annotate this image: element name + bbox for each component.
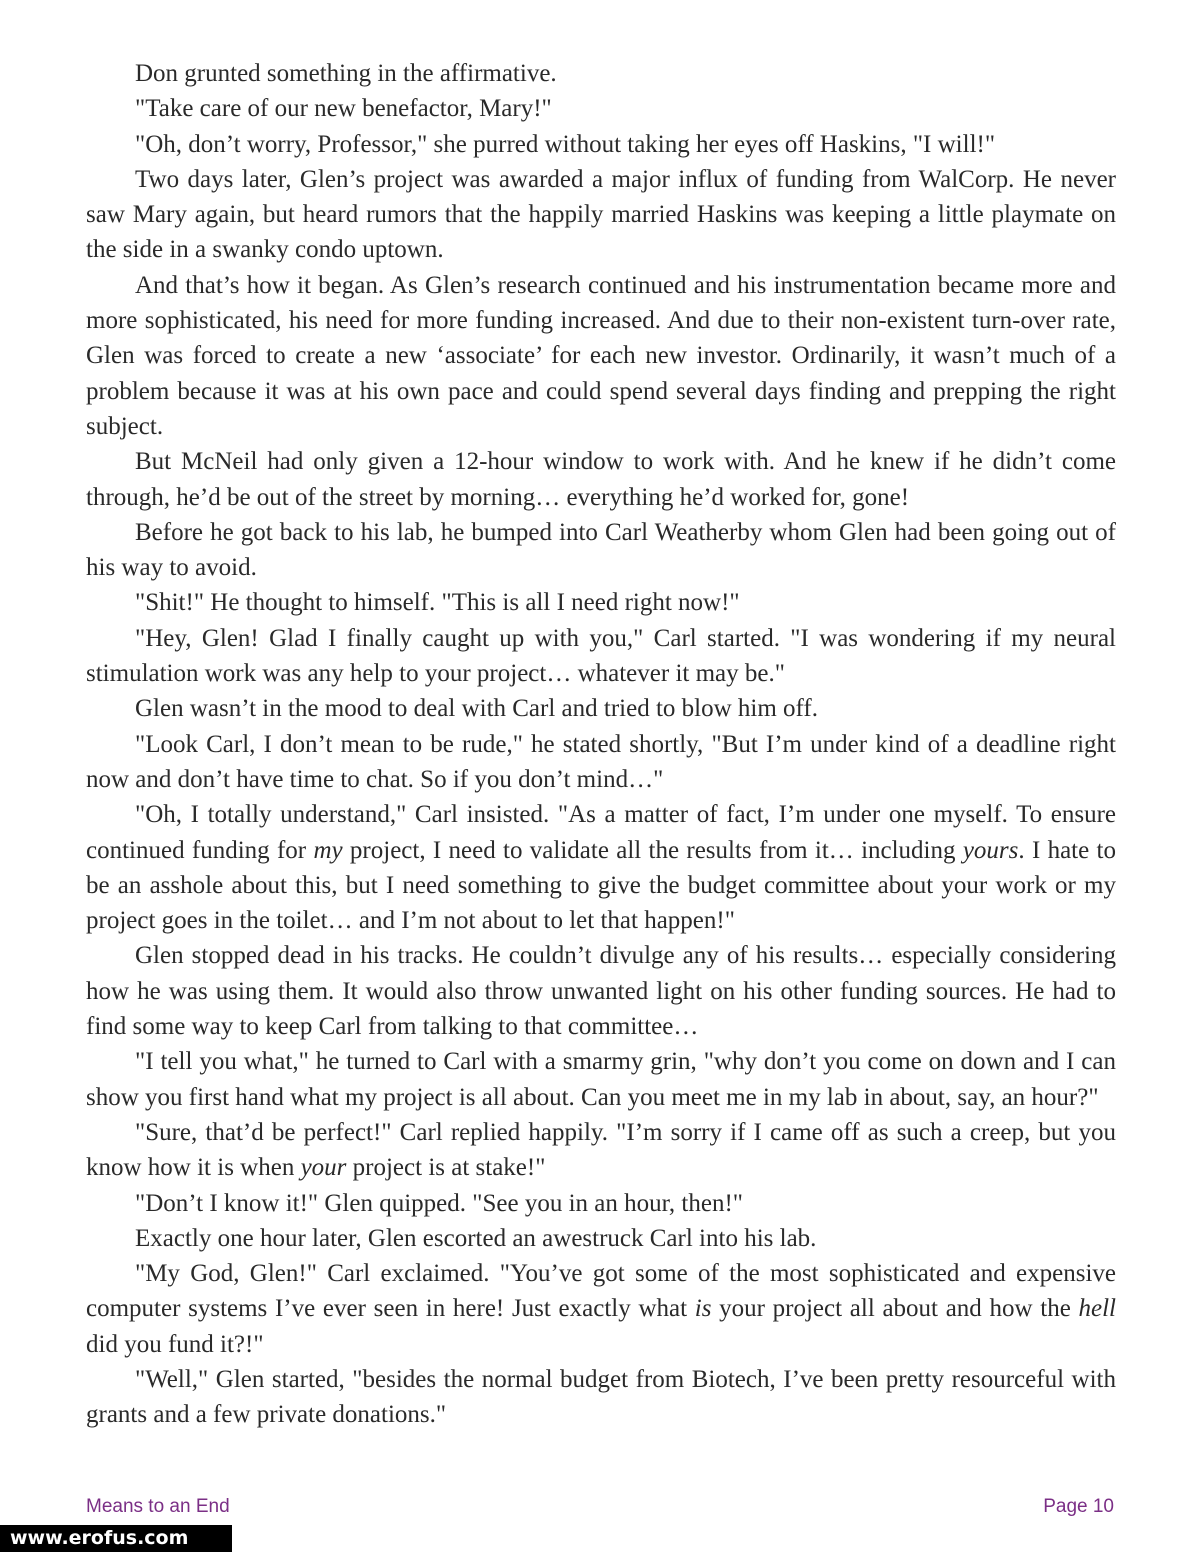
- paragraph-text: "Sure, that’d be perfect!" Carl replied happily. "I’m sorry if I came off as such a creep, but you know how it is when: [86, 1118, 1116, 1182]
- paragraph: [86, 585, 1116, 620]
- paragraph-text: your project all about and how the: [711, 1295, 1079, 1323]
- paragraph-text: Glen stopped dead in his tracks. He couldn’t divulge any of his results… especially considering how he was using them. It would also throw unwanted light on his other funding sources. He had to find some way to keep Carl from talking to that committee…: [86, 942, 1116, 1041]
- footer-title: Means to an End: [86, 1496, 230, 1517]
- italic-text: my: [313, 836, 343, 864]
- paragraph: [86, 56, 1116, 91]
- paragraph-text: "Oh, don’t worry, Professor," she purred without taking her eyes off Haskins, "I will!": [135, 130, 996, 158]
- paragraph-text: Exactly one hour later, Glen escorted an awestruck Carl into his lab.: [135, 1224, 817, 1252]
- paragraph: [86, 938, 1116, 1044]
- paragraph-text: Two days later, Glen’s project was awarded a major influx of funding from WalCorp. He never saw Mary again, but heard rumors that the happily married Haskins was keeping a little playmate on the side in a swanky condo uptown.: [86, 165, 1116, 264]
- paragraph: [86, 621, 1116, 692]
- paragraph-text: "Oh, I totally understand," Carl insisted. "As a matter of fact, I’m under one myself. To ensure continued funding for: [86, 801, 1116, 864]
- paragraph: [86, 91, 1116, 126]
- paragraph-text: But McNeil had only given a 12-hour window to work with. And he knew if he didn’t come through, he’d be out of the street by morning… everything he’d worked for, gone!: [86, 448, 1116, 511]
- paragraph-text: "Shit!" He thought to himself. "This is all I need right now!": [135, 589, 740, 617]
- paragraph-text: And that’s how it began. As Glen’s research continued and his instrumentation became more and more sophisticated, his need for more funding increased. And due to their non-existent turn-over rate, Glen was forced to create a new ‘associate’ for each new investor. Ordinarily, it wasn’t much of a problem because it was at his own pace and could spend several days finding and prepping the right subject.: [86, 271, 1116, 440]
- paragraph-text: . I hate to be an asshole about this, but I need something to give the budget committee about your work or my project goes in the toilet… and I’m not about to let that happen!": [86, 836, 1116, 935]
- footer-page-number: Page 10: [1043, 1496, 1114, 1517]
- paragraph-text: "Look Carl, I don’t mean to be rude," he stated shortly, "But I’m under kind of a deadline right now and don’t have time to chat. So if you don’t mind…": [86, 730, 1116, 793]
- paragraph: [86, 1186, 1116, 1221]
- paragraph: [86, 1115, 1116, 1186]
- paragraph-text: project, I need to validate all the results from it… including: [342, 836, 963, 864]
- paragraph-text: "Don’t I know it!" Glen quipped. "See you in an hour, then!": [135, 1189, 744, 1217]
- paragraph: [86, 691, 1116, 726]
- italic-text: your: [300, 1154, 347, 1182]
- paragraph-text: project is at stake!": [346, 1154, 546, 1182]
- italic-text: yours: [962, 836, 1019, 864]
- paragraph-text: "My God, Glen!" Carl exclaimed. "You’ve got some of the most sophisticated and expensive computer systems I’ve ever seen in here! Just exactly what: [86, 1260, 1116, 1323]
- paragraph-text: Don grunted something in the affirmative.: [135, 60, 557, 87]
- paragraph-text: "I tell you what," he turned to Carl with a smarmy grin, "why don’t you come on down and I can show you first hand what my project is all about. Can you meet me in my lab in about, say, an hour?": [86, 1048, 1116, 1111]
- paragraph: [86, 797, 1116, 938]
- paragraph: [86, 268, 1116, 444]
- paragraph-text: did you fund it?!": [86, 1330, 264, 1358]
- paragraph: [86, 162, 1116, 268]
- paragraph: [86, 727, 1116, 798]
- paragraph-text: "Well," Glen started, "besides the normal budget from Biotech, I’ve been pretty resourceful with grants and a few private donations.": [86, 1365, 1116, 1429]
- paragraph: [86, 1044, 1116, 1115]
- paragraph-text: Glen wasn’t in the mood to deal with Carl and tried to blow him off.: [135, 695, 818, 723]
- paragraph-text: Before he got back to his lab, he bumped into Carl Weatherby whom Glen had been going out of his way to avoid.: [86, 518, 1116, 582]
- watermark: www.erofus.com: [0, 1525, 232, 1552]
- italic-text: is: [694, 1295, 712, 1323]
- paragraph: [86, 127, 1116, 162]
- italic-text: hell: [1078, 1295, 1116, 1323]
- paragraph: [86, 444, 1116, 515]
- paragraph: [86, 1221, 1116, 1256]
- paragraph: [86, 1256, 1116, 1362]
- paragraph-text: "Hey, Glen! Glad I finally caught up with you," Carl started. "I was wondering if my neural stimulation work was any help to your project… whatever it may be.": [86, 624, 1116, 688]
- page-body: [86, 56, 1116, 1433]
- paragraph: [86, 1362, 1116, 1433]
- paragraph-text: "Take care of our new benefactor, Mary!": [135, 95, 552, 123]
- paragraph: [86, 515, 1116, 586]
